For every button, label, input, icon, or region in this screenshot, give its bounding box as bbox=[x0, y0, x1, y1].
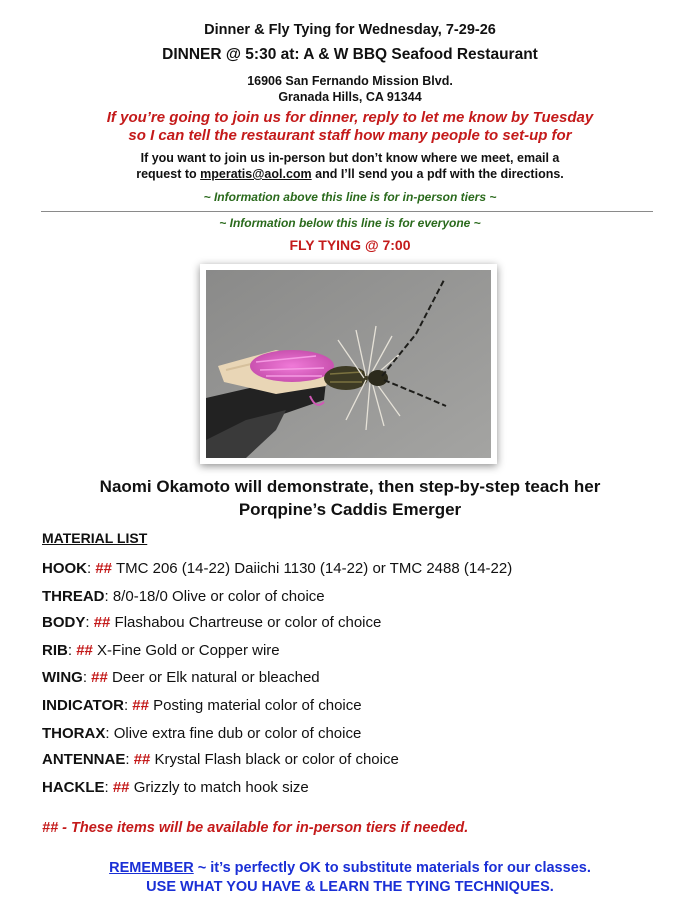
material-row: RIB: ## X-Fine Gold or Copper wire bbox=[42, 642, 280, 659]
material-row: WING: ## Deer or Elk natural or bleached bbox=[42, 669, 320, 686]
material-text: Deer or Elk natural or bleached bbox=[112, 669, 320, 686]
material-text: Olive extra fine dub or color of choice bbox=[113, 725, 362, 742]
material-row: BODY: ## Flashabou Chartreuse or color of choice bbox=[42, 614, 382, 631]
availability-marker: ## bbox=[132, 697, 149, 714]
demo-line-1: Naomi Okamoto will demonstrate, then step-by-step teach her bbox=[99, 477, 601, 496]
event-title: Dinner & Fly Tying for Wednesday, 7-29-26 bbox=[204, 22, 496, 38]
material-text: Flashabou Chartreuse or color of choice bbox=[114, 614, 382, 631]
material-label: HACKLE bbox=[42, 779, 105, 796]
material-row: HOOK: ## TMC 206 (14-22) Daiichi 1130 (14-22) or TMC 2488 (14-22) bbox=[42, 560, 513, 577]
material-text: 8/0-18/0 Olive or color of choice bbox=[112, 588, 325, 605]
rsvp-line-1: If you’re going to join us for dinner, reply to let me know by Tuesday bbox=[106, 109, 594, 126]
caddis-emerger-image bbox=[206, 270, 491, 458]
fly-tying-time: FLY TYING @ 7:00 bbox=[289, 237, 411, 253]
material-label: THREAD bbox=[42, 588, 105, 605]
material-row: HACKLE: ## Grizzly to match hook size bbox=[42, 779, 309, 796]
material-text: Posting material color of choice bbox=[153, 697, 362, 714]
availability-footnote: ## - These items will be available for in-person tiers if needed. bbox=[42, 820, 469, 836]
directions-pre: request to bbox=[136, 167, 201, 181]
directions-post: and I’ll send you a pdf with the directions. bbox=[311, 167, 564, 181]
email-link[interactable]: mperatis@aol.com bbox=[200, 167, 312, 181]
availability-marker: ## bbox=[112, 779, 130, 796]
demo-line-2: Porqpine’s Caddis Emerger bbox=[238, 500, 462, 519]
material-label: THORAX bbox=[42, 725, 106, 742]
availability-marker: ## bbox=[91, 669, 108, 686]
material-label: HOOK bbox=[42, 560, 87, 577]
fly-photo bbox=[200, 264, 497, 464]
material-row: INDICATOR: ## Posting material color of choice bbox=[42, 697, 362, 714]
remember-rest: ~ it’s perfectly OK to substitute materials for our classes. bbox=[193, 860, 591, 876]
material-text: X-Fine Gold or Copper wire bbox=[97, 642, 280, 659]
divider-line bbox=[41, 211, 653, 212]
material-label: WING bbox=[42, 669, 83, 686]
rsvp-line-2: so I can tell the restaurant staff how many people to set-up for bbox=[128, 127, 572, 144]
address-line-1: 16906 San Fernando Mission Blvd. bbox=[247, 74, 453, 88]
material-label: INDICATOR bbox=[42, 697, 124, 714]
availability-marker: ## bbox=[76, 642, 93, 659]
remember-line-2: USE WHAT YOU HAVE & LEARN THE TYING TECHNIQUES. bbox=[146, 879, 554, 895]
directions-line-2 bbox=[0, 167, 700, 181]
directions-line-1: If you want to join us in-person but don’t know where we meet, email a bbox=[140, 151, 560, 165]
dinner-line: DINNER @ 5:30 at: A & W BBQ Seafood Restaurant bbox=[162, 46, 538, 63]
availability-marker: ## bbox=[133, 751, 151, 768]
material-text: TMC 206 (14-22) Daiichi 1130 (14-22) or TMC 2488 (14-22) bbox=[115, 560, 513, 577]
address-line-2: Granada Hills, CA 91344 bbox=[278, 90, 422, 104]
remember-word: REMEMBER bbox=[109, 860, 194, 876]
availability-marker: ## bbox=[95, 560, 113, 577]
inperson-note: ~ Information above this line is for in-person tiers ~ bbox=[203, 190, 497, 204]
material-list-heading: MATERIAL LIST bbox=[42, 530, 148, 546]
availability-marker: ## bbox=[93, 614, 111, 631]
material-row: ANTENNAE: ## Krystal Flash black or color of choice bbox=[42, 751, 399, 768]
material-text: Krystal Flash black or color of choice bbox=[154, 751, 399, 768]
material-text: Grizzly to match hook size bbox=[133, 779, 309, 796]
remember-line-1 bbox=[0, 860, 700, 876]
material-row: THORAX: Olive extra fine dub or color of choice bbox=[42, 725, 362, 742]
material-label: BODY bbox=[42, 614, 86, 631]
material-label: ANTENNAE bbox=[42, 751, 126, 768]
everyone-note: ~ Information below this line is for everyone ~ bbox=[219, 216, 481, 230]
material-label: RIB bbox=[42, 642, 68, 659]
material-row: THREAD: 8/0-18/0 Olive or color of choice bbox=[42, 588, 325, 605]
